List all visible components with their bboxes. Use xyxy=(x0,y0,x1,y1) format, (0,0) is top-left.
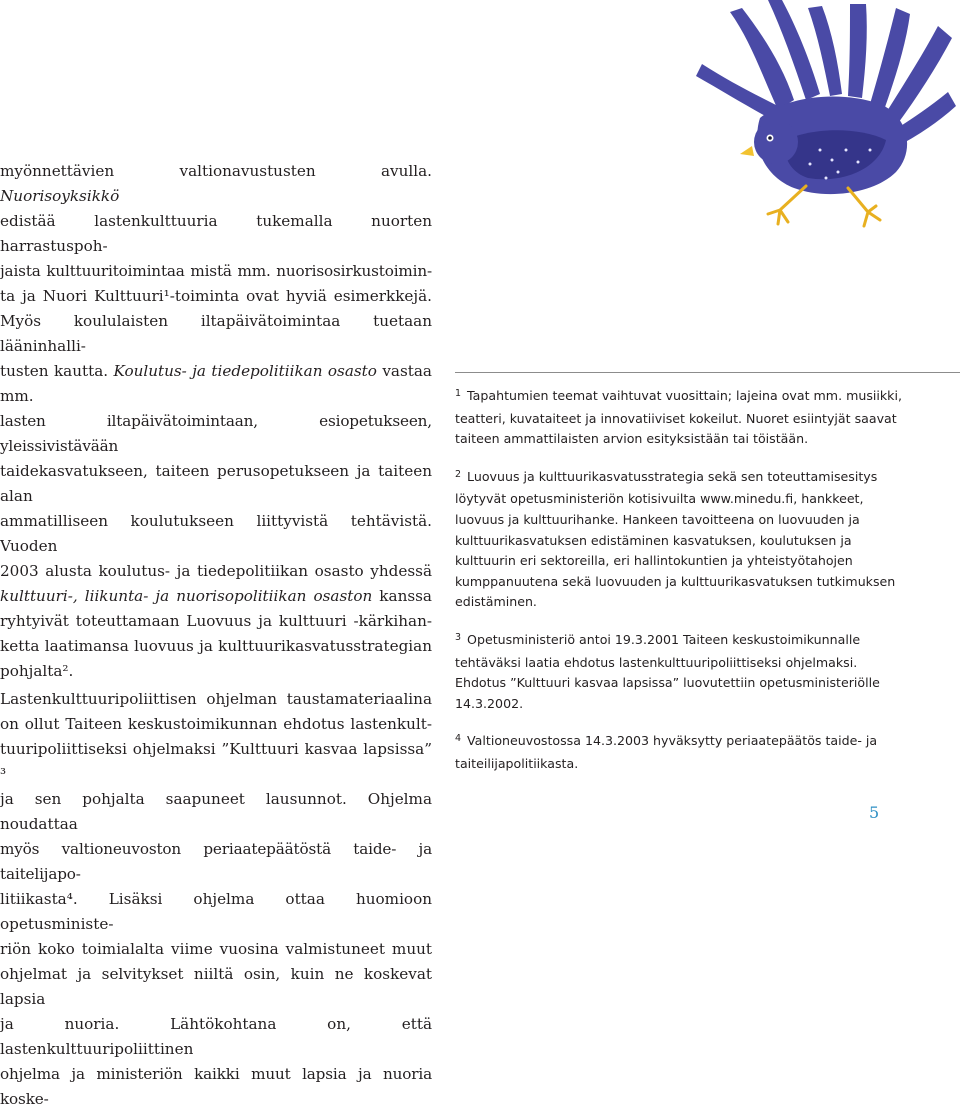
footnote-line: kulttuurin eri sektoreilla, eri hallintokuntien ja yhteistyötahojen xyxy=(455,553,853,569)
footnote xyxy=(455,386,935,450)
italic-term: kulttuuri-, liikunta- ja nuorisopolitiikan osaston xyxy=(0,587,373,605)
footnote-line: $^3$ Opetusministeriö antoi 19.3.2001 Taiteen keskustoimikunnalle xyxy=(455,631,861,647)
footnotes xyxy=(455,386,935,792)
main-line: litiikasta⁴. Lisäksi ohjelma ottaa huomioon opetusministe- xyxy=(0,890,432,933)
footnote-number: 3 xyxy=(455,631,462,643)
main-line: ryhtyivät toteuttamaan Luovuus ja kulttuuri -kärkihan- xyxy=(0,612,432,630)
footnote-number: 1 xyxy=(455,388,462,399)
main-line: Myös koululaisten iltapäivätoimintaa tuetaan lääninhalli- xyxy=(0,312,432,355)
main-line: 2003 alusta koulutus- ja tiedepolitiikan osasto yhdessä xyxy=(0,562,432,580)
main-line: jaista kulttuuritoimintaa mistä mm. nuorisosirkustoimin- xyxy=(0,262,432,280)
main-line: lasten iltapäivätoimintaan, esiopetukseen, yleissivistävään xyxy=(0,412,432,455)
footnote-line: $^1$ Tapahtumien teemat vaihtuvat vuosittain; lajeina ovat mm. musiikki, xyxy=(455,388,902,403)
main-line: pohjalta². xyxy=(0,662,74,680)
bird-illustration xyxy=(690,0,960,235)
main-line: ohjelma ja ministeriön kaikki muut lapsia ja nuoria koske- xyxy=(0,1065,432,1108)
footnote-line: taiteen ammattilaisten arvion esityksistään tai töistään. xyxy=(455,431,809,447)
main-line: edistää lastenkulttuuria tukemalla nuorten harrastuspoh- xyxy=(0,212,432,255)
footnote xyxy=(455,467,935,613)
main-line: ta ja Nuori Kulttuuri¹-toiminta ovat hyviä esimerkkejä. xyxy=(0,287,432,305)
main-line: Lastenkulttuuripoliittisen ohjelman taustamateriaalina xyxy=(0,690,432,708)
main-line: ja sen pohjalta saapuneet lausunnot. Ohjelma noudattaa xyxy=(0,790,432,833)
main-line: ohjelmat ja selvitykset niiltä osin, kuin ne koskevat lapsia xyxy=(0,965,432,1008)
italic-term: Nuorisoyksikkö xyxy=(0,187,120,205)
main-line: ja nuoria. Lähtökohtana on, että lastenkulttuuripoliittinen xyxy=(0,1015,432,1058)
footnote xyxy=(455,731,935,774)
hand-print-bird-icon xyxy=(690,0,960,235)
footnote-number: 4 xyxy=(455,733,462,745)
footnote-line: teatteri, kuvataiteet ja innovatiiviset kokeilut. Nuoret esiintyjät saavat xyxy=(455,410,897,426)
footnote-line: 14.3.2002. xyxy=(455,695,524,711)
main-line: kulttuuri-, liikunta- ja nuorisopolitiikan osaston kanssa xyxy=(0,587,432,605)
main-line: myös valtioneuvoston periaatepäätöstä taide- ja taitelijapo- xyxy=(0,840,432,883)
footnote-line: $^4$ Valtioneuvostossa 14.3.2003 hyväksytty periaatepäätös taide- ja xyxy=(455,733,878,749)
main-line: taidekasvatukseen, taiteen perusopetukseen ja taiteen alan xyxy=(0,462,432,505)
main-line: tusten kautta. Koulutus- ja tiedepolitiikan osasto vastaa mm. xyxy=(0,362,432,405)
footnote-line: kulttuurikasvatuksen edistäminen kasvatuksen, koulutuksen ja xyxy=(455,532,852,548)
footnote xyxy=(455,630,935,714)
main-line: ammatilliseen koulutukseen liittyvistä tehtävistä. Vuoden xyxy=(0,512,432,555)
main-line: tuuripoliittiseksi ohjelmaksi ”Kulttuuri kasvaa lapsissa” ³ xyxy=(0,740,432,783)
footnote-line: luovuus ja kulttuurihanke. Hankeen tavoitteena on luovuuden ja xyxy=(455,511,860,527)
footnote-line: kumppanuutena sekä luovuuden ja kulttuurikasvatuksen tutkimuksen xyxy=(455,573,896,589)
footnote-line: Ehdotus ”Kulttuuri kasvaa lapsissa” luovutettiin opetusministeriölle xyxy=(455,675,880,691)
footnote-line: edistäminen. xyxy=(455,594,537,610)
footnote-line: löytyvät opetusministeriön kotisivuilta www.minedu.fi, hankkeet, xyxy=(455,491,864,507)
footnote-line: $^2$ Luovuus ja kulttuurikasvatusstrategia sekä sen toteuttamisesitys xyxy=(455,468,878,484)
italic-term: Koulutus- ja tiedepolitiikan osasto xyxy=(113,362,377,380)
main-line: on ollut Taiteen keskustoimikunnan ehdotus lastenkult- xyxy=(0,715,432,733)
footnote-line: tehtäväksi laatia ehdotus lastenkulttuuripoliittiseksi ohjelmaksi. xyxy=(455,654,858,670)
main-line: riön koko toimialalta viime vuosina valmistuneet muut xyxy=(0,940,432,958)
main-line: myönnettävien valtionavustusten avulla. Nuorisoyksikkö xyxy=(0,162,432,205)
page-number: 5 xyxy=(869,803,880,822)
footnote-divider xyxy=(455,372,960,373)
footnote-number: 2 xyxy=(455,468,462,480)
footnote-line: taiteilijapolitiikasta. xyxy=(455,755,579,771)
main-text-column xyxy=(0,159,432,1112)
main-line: ketta laatimansa luovuus ja kulttuurikasvatusstrategian xyxy=(0,637,432,655)
